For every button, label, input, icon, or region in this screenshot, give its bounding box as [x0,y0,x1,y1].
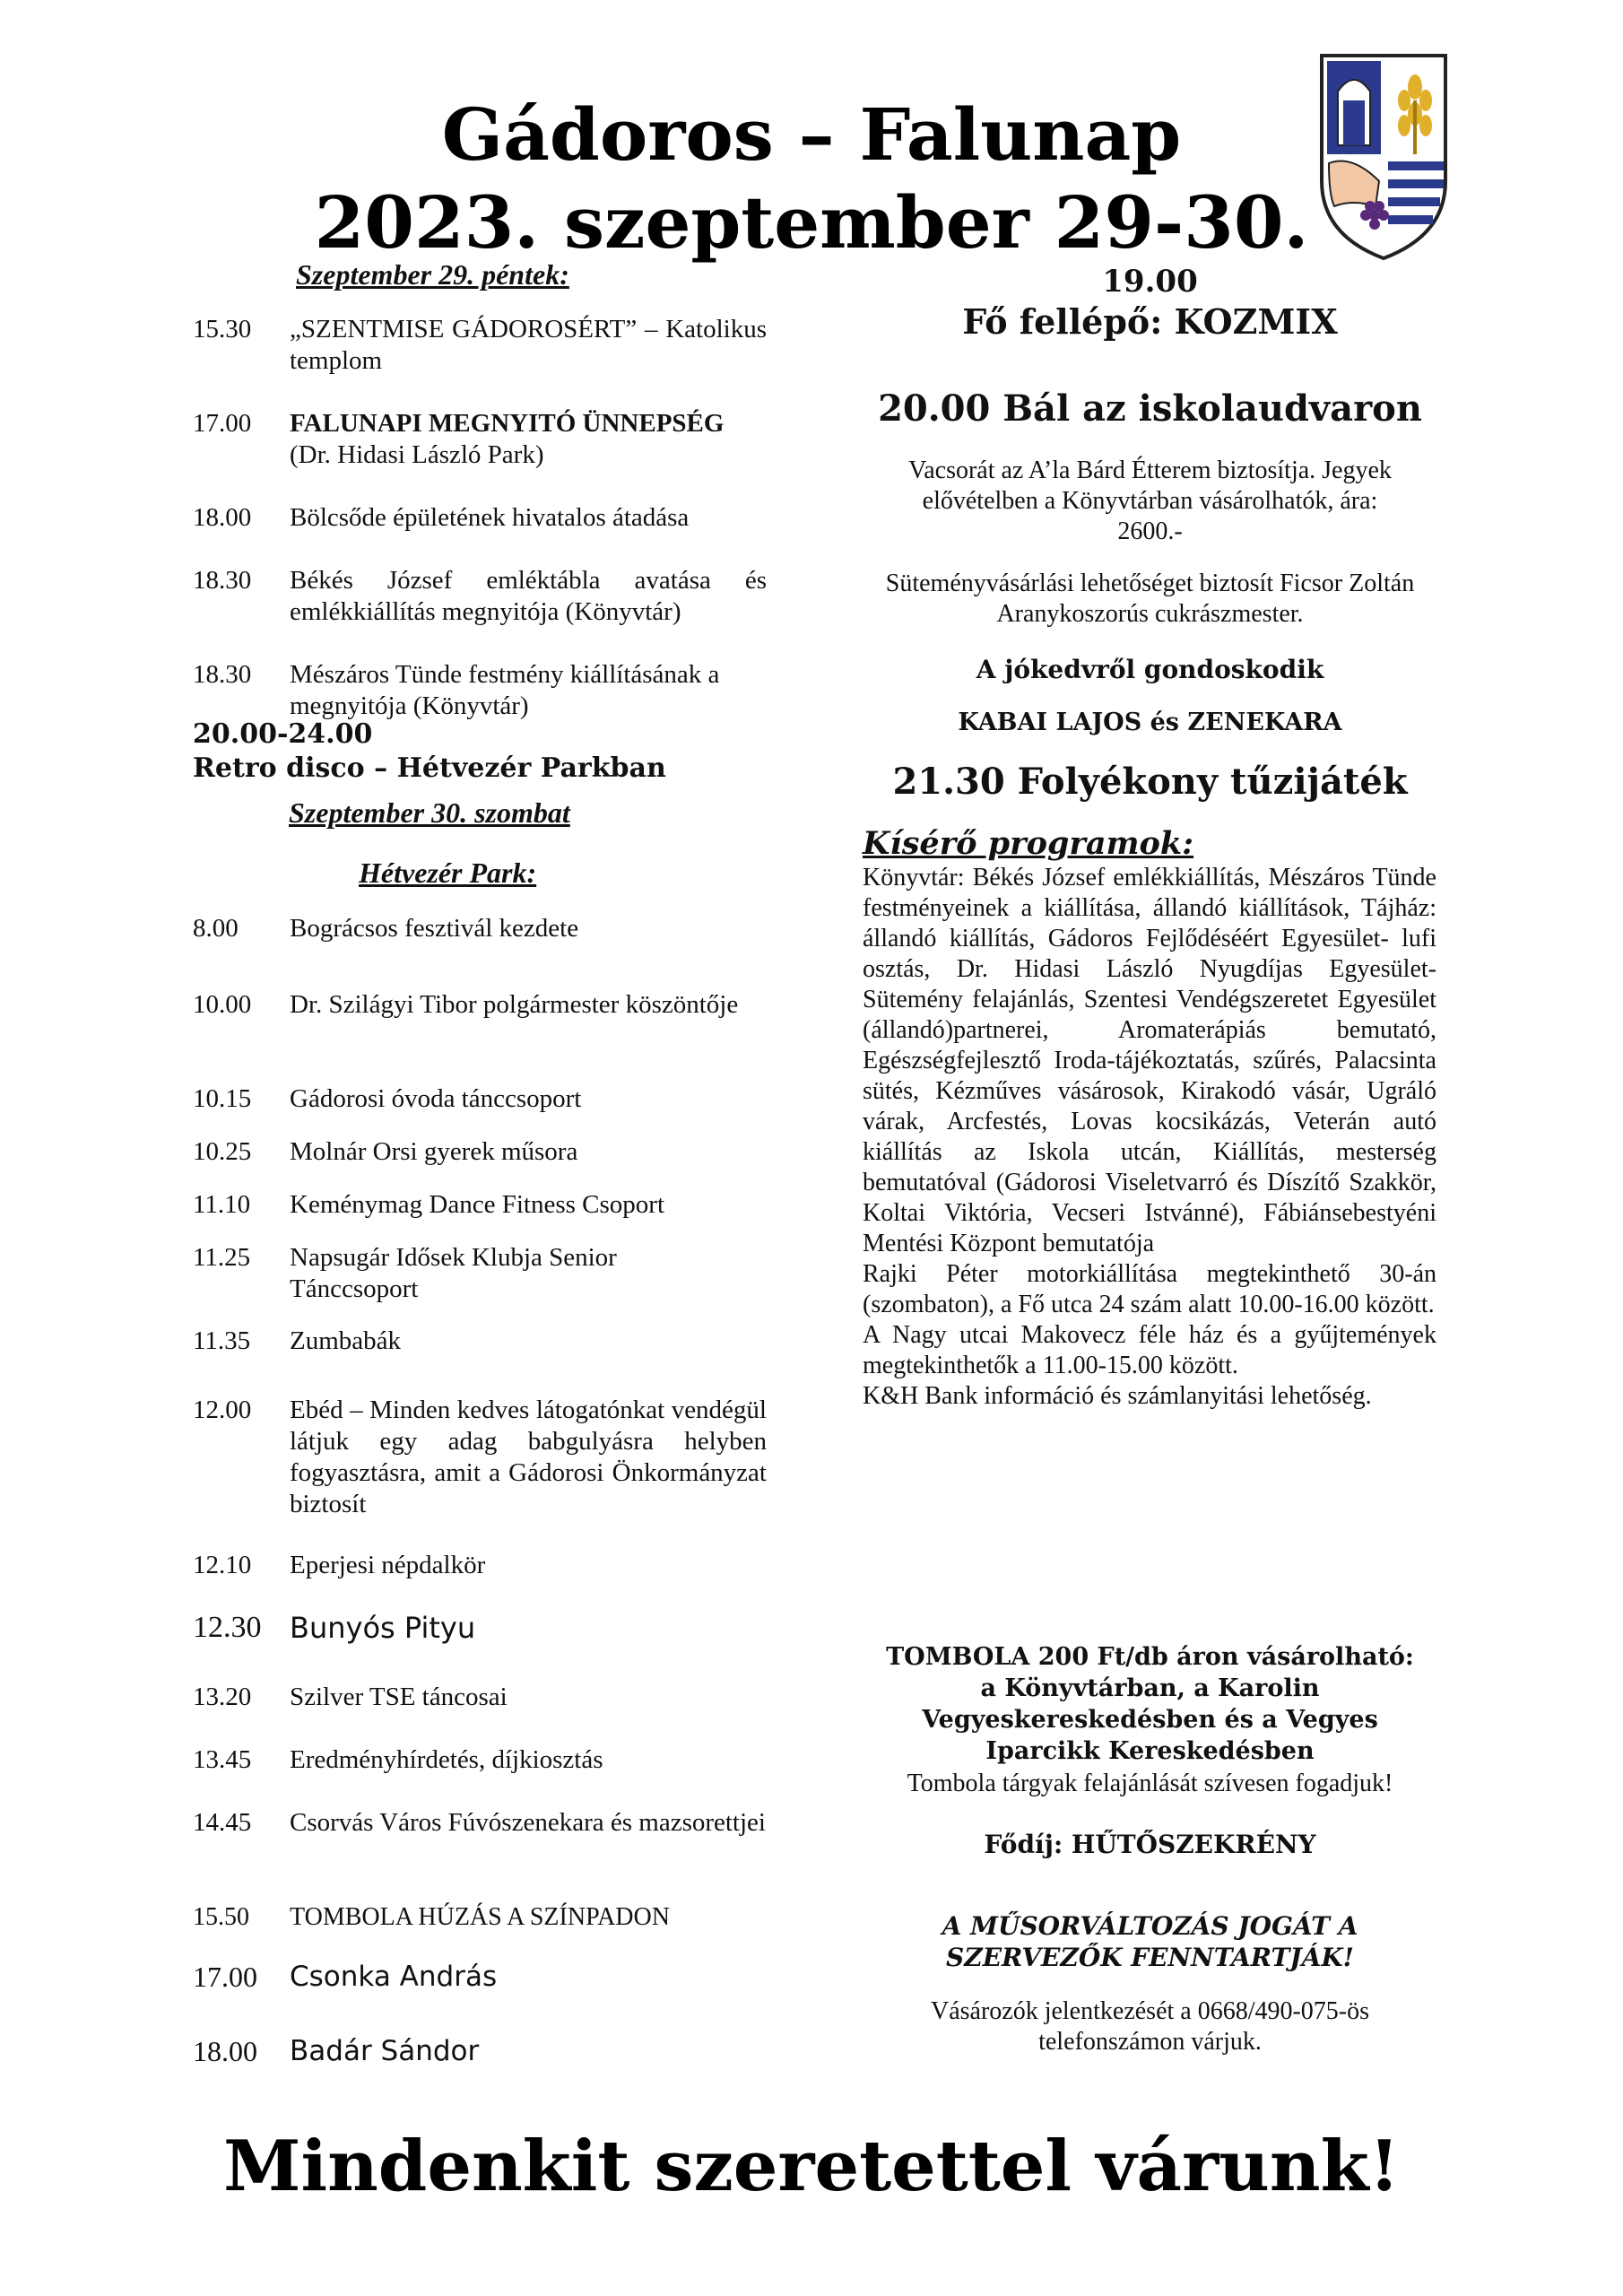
program-time: 18.30 [193,660,252,689]
side-programs-list: Könyvtár: Békés József emlékkiállítás, Mészáros Tünde festményeinek a kiállítása, állandó kiállítások, Tájház: állandó kiállítás, Gádoros Fejlődéséért Egyesület- lufi osztás, Dr. Hidasi László Nyugdíjas Egyesület- Sütemény felajánlás, Szentesi Vendégszeretet Egyesület (állandó)partnerei, Aromaterápiás bemutató, Egészségfejlesztő Iroda-tájékoztatás, szűrés, Palacsinta sütés, Kézműves vásárosok, Kirakodó vásár, Ugráló várak, Arcfestés, Lovas kocsikázás, Veterán autó kiállítás az Iskola utcán, Kiállítás, mesterség bemutatóval (Gádorosi Viseletvarró és Díszítő Szakkör, Koltai Viktória, Vecseri Istvánné), Fábiánsebestyéni Mentési Központ bemutatója [863,864,1436,1257]
program-item [193,1083,767,1115]
side-programs-heading: Kísérő programok: [863,825,1194,862]
program-time: 10.15 [193,1084,252,1113]
gadoros-coat-of-arms-icon [1316,47,1451,262]
program-item [193,1901,767,1933]
program-change-notice: A MŰSORVÁLTOZÁS JOGÁT A SZERVEZŐK FENNTARTJÁK! [942,1911,1358,1972]
program-desc: Badár Sándor [290,2035,480,2067]
program-item [193,565,767,628]
program-desc: TOMBOLA HÚZÁS A SZÍNPADON [290,1903,670,1931]
program-time: 12.10 [193,1551,252,1579]
program-desc: Bölcsőde épületének hivatalos átadása [290,503,690,532]
day1-heading: Szeptember 29. péntek: [296,258,569,291]
dinner-info: Vacsorát az A’la Bárd Étterem biztosítja. Jegyek elővételben a Könyvtárban vásárolhatók, ára: 2600.- [908,457,1392,545]
makovecz-house: A Nagy utcai Makovecz féle ház és a gyűjtemények megtekinthetők a 11.00-15.00 között. [863,1321,1436,1379]
program-time: 11.35 [193,1326,251,1355]
main-act: Fő fellépő: KOZMIX [962,301,1338,342]
park-heading: Hétvezér Park: [359,857,537,889]
program-item [193,913,767,944]
program-item [193,1682,767,1713]
program-time: 18.30 [193,566,252,595]
program-item [193,1326,767,1357]
closing-message: Mindenkit szeretettel várunk! [223,2126,1400,2207]
cakes-info: Süteményvásárlási lehetőséget biztosít Ficsor Zoltán Aranykoszorús cukrászmester. [885,570,1415,628]
mood-line: A jókedvről gondoskodik [976,655,1324,684]
program-time: 17.00 [193,409,252,438]
event-date: 2023. szeptember 29-30. [314,180,1309,265]
program-item [193,408,767,471]
main-act-time: 19.00 [1102,264,1198,300]
bank-info: K&H Bank információ és számlanyitási lehetőség. [863,1382,1372,1410]
program-time: 15.30 [193,315,252,344]
program-desc: Mészáros Tünde festmény kiállításának a megnyitója (Könyvtár) [290,660,720,720]
program-item [193,314,767,377]
program-desc: Csorvás Város Fúvószenekara és mazsorettjei [290,1808,766,1837]
program-desc: Csonka András [290,1961,498,1993]
program-item [193,1550,767,1581]
program-item [193,2036,767,2067]
program-desc: Ebéd – Minden kedves látogatónkat vendégül látjuk egy adag babgulyásra helyben fogyasztásra, amit a Gádorosi Önkormányzat biztosít [290,1396,767,1518]
disco-time: 20.00-24.00 [193,718,373,750]
program-desc: „SZENTMISE GÁDOROSÉRT” – Katolikus templom [290,315,767,375]
program-desc: (Dr. Hidasi László Park) [290,440,544,469]
program-item [193,1136,767,1168]
side-programs [863,863,1436,1412]
program-time: 11.10 [193,1190,251,1219]
disco-desc: Retro disco – Hétvezér Parkban [193,752,666,784]
day2-heading: Szeptember 30. szombat [289,796,570,829]
program-desc: Bunyós Pityu [290,1611,476,1645]
program-time: 11.25 [193,1243,251,1272]
program-time: 12.00 [193,1396,252,1424]
program-item [193,502,767,534]
program-desc: Eredményhírdetés, díjkiosztás [290,1745,603,1774]
program-item [193,1395,767,1520]
program-time: 8.00 [193,914,239,943]
program-item [193,1961,767,1993]
program-item [193,1807,767,1839]
page-title: Gádoros – Falunap [441,92,1182,177]
program-item [193,989,767,1021]
tombola-info: TOMBOLA 200 Ft/db áron vásárolható: a Könyvtárban, a Karolin Vegyeskereskedésben és a Vegyes Iparcikk Kereskedésben [886,1643,1414,1765]
program-time: 17.00 [193,1961,257,1993]
main-prize: Fődíj: HŰTŐSZEKRÉNY [984,1830,1316,1859]
program-time: 18.00 [193,2035,257,2067]
program-time: 15.50 [193,1903,249,1931]
program-item [193,1242,767,1305]
program-desc: Bográcsos fesztivál kezdete [290,914,579,943]
vendors-contact: Vásározók jelentkezését a 0668/490-075-ös telefonszámon várjuk. [930,1997,1370,2056]
program-desc: Szilver TSE táncosai [290,1683,508,1711]
program-desc: Napsugár Idősek Klubja Senior Tánccsoport [290,1243,617,1303]
program-desc: Zumbabák [290,1326,402,1355]
program-desc: Keménymag Dance Fitness Csoport [290,1190,665,1219]
program-time: 10.25 [193,1137,252,1166]
motor-exhibition: Rajki Péter motorkiállítása megtekinthető 30-án (szombaton), a Fő utca 24 szám alatt 10.00-16.00 között. [863,1260,1436,1318]
fireworks-heading: 21.30 Folyékony tűzijáték [892,761,1408,803]
program-time: 18.00 [193,503,252,532]
program-time: 13.20 [193,1683,252,1711]
program-item [193,1189,767,1221]
program-desc: Békés József emléktábla avatása és emlékkiállítás megnyitója (Könyvtár) [290,566,767,626]
program-item [193,1744,767,1776]
program-time: 10.00 [193,990,252,1019]
program-time: 12.30 [193,1611,262,1644]
program-desc: Dr. Szilágyi Tibor polgármester köszöntője [290,990,739,1019]
program-time: 14.45 [193,1808,252,1837]
program-desc: Eperjesi népdalkör [290,1551,486,1579]
program-desc: Gádorosi óvoda tánccsoport [290,1084,582,1113]
band-line: KABAI LAJOS és ZENEKARA [958,709,1342,736]
program-item [193,1610,767,1646]
program-desc-bold: FALUNAPI MEGNYITÓ ÜNNEPSÉG [290,409,725,438]
program-desc: Molnár Orsi gyerek műsora [290,1137,578,1166]
program-item [193,659,767,722]
tombola-request: Tombola tárgyak felajánlását szívesen fogadjuk! [907,1770,1393,1797]
program-time: 13.45 [193,1745,252,1774]
ball-heading: 20.00 Bál az iskolaudvaron [878,387,1422,430]
